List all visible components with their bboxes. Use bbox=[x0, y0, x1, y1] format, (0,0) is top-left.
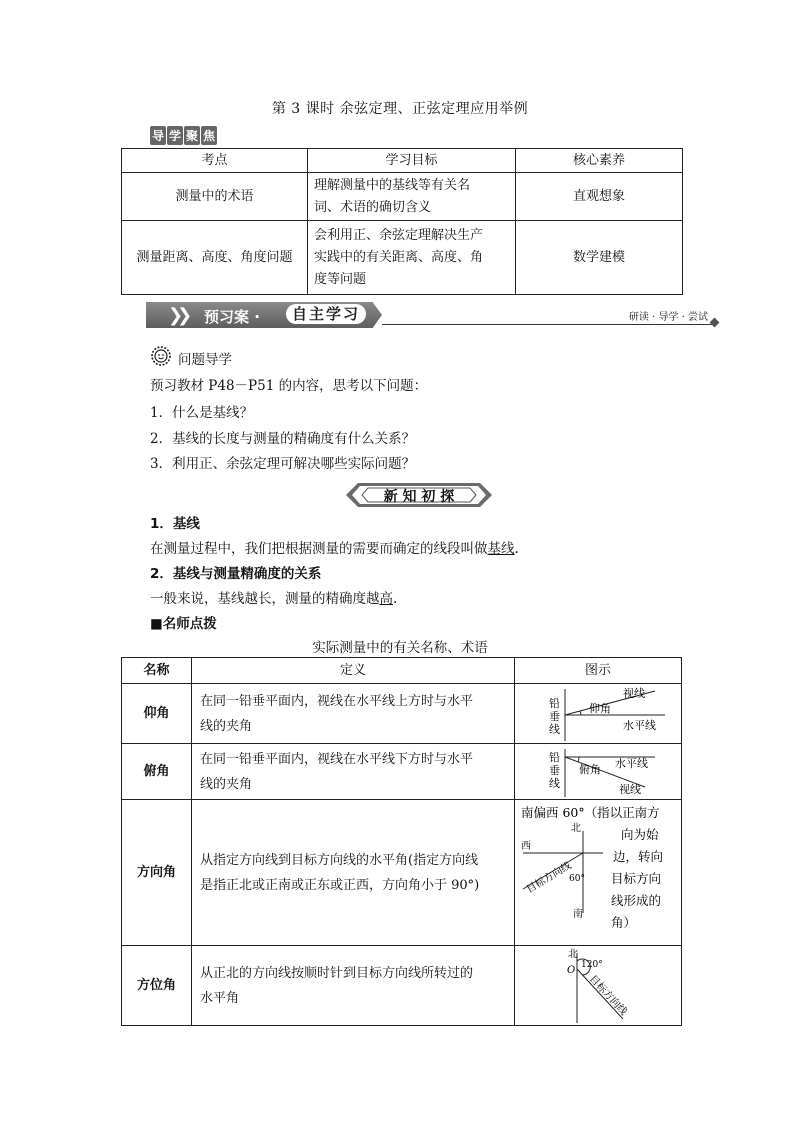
diamond-icon bbox=[710, 318, 720, 328]
goal-cell bbox=[308, 221, 516, 295]
diagram-label: 水平线 bbox=[623, 718, 656, 732]
table-row bbox=[122, 800, 682, 946]
preview-heading: 问题导学 bbox=[178, 352, 232, 368]
goal-line: 词、术语的确切含义 bbox=[314, 199, 432, 215]
preview-ribbon bbox=[146, 300, 728, 330]
preview-intro: 预习教材 P48－P51 的内容，思考以下问题： bbox=[150, 378, 428, 394]
section-banner bbox=[150, 126, 217, 145]
definition-line: 在同一铅垂平面内，视线在水平线上方时与水平 bbox=[200, 693, 474, 709]
diagram-label: 仰角 bbox=[589, 701, 611, 715]
diagram-caption: 线形成的 bbox=[611, 892, 662, 908]
definition-line: 是指正北或正南或正东或正西，方向角小于 90°) bbox=[200, 877, 480, 893]
table-header: 核心素养 bbox=[516, 149, 683, 173]
table-row bbox=[122, 946, 682, 1026]
table-header: 名称 bbox=[122, 658, 192, 684]
diagram-label: 北 bbox=[571, 822, 581, 834]
diagram-cell bbox=[515, 800, 682, 946]
diagram-label: 垂 bbox=[549, 709, 560, 723]
question-item: 1．什么是基线？ bbox=[150, 405, 254, 421]
ribbon-pill: 自主学习 bbox=[286, 304, 366, 324]
knowledge-heading: 1．基线 bbox=[150, 516, 200, 532]
diagram-label: 西 bbox=[521, 840, 531, 852]
goal-line: 实践中的有关距离、高度、角 bbox=[314, 249, 484, 265]
diagram-label: 目标方向线 bbox=[586, 973, 629, 1018]
goal-line: 度等问题 bbox=[314, 271, 367, 287]
diagram-label: 线 bbox=[549, 776, 560, 790]
knowledge-heading: 2．基线与测量精确度的关系 bbox=[150, 566, 322, 582]
diagram-label: 视线 bbox=[623, 686, 645, 700]
ribbon-title: 预习案 · bbox=[204, 308, 260, 326]
table-header: 定义 bbox=[192, 658, 515, 684]
term-baseline: 基线 bbox=[487, 541, 515, 557]
term-definition bbox=[192, 946, 515, 1026]
ribbon-right-text: 研读 · 导学 · 尝试 bbox=[628, 312, 708, 323]
term-name: 仰角 bbox=[122, 684, 192, 744]
badge-label: 新 知 初 探 bbox=[383, 489, 455, 505]
direction-angle-diagram bbox=[515, 801, 680, 945]
goal-line: 理解测量中的基线等有关名 bbox=[314, 177, 471, 193]
page-title: 第 3 课时 余弦定理、正弦定理应用举例 bbox=[271, 101, 529, 117]
elevation-angle-diagram bbox=[515, 685, 680, 743]
diagram-caption: 目标方向 bbox=[611, 870, 662, 886]
diagram-cell bbox=[515, 946, 682, 1026]
definition-line: 从正北的方向线按顺时针到目标方向线所转过的 bbox=[200, 965, 474, 981]
table-row bbox=[122, 221, 683, 295]
ribbon-rule bbox=[382, 324, 716, 325]
table-header: 图示 bbox=[515, 658, 682, 684]
depression-angle-diagram bbox=[515, 745, 680, 799]
diagram-label: 北 bbox=[568, 948, 578, 960]
term-definition bbox=[192, 684, 515, 744]
teacher-tip: ■名师点拨 bbox=[150, 616, 217, 632]
topic-cell: 测量距离、高度、角度问题 bbox=[122, 221, 308, 295]
table-header: 考点 bbox=[122, 149, 308, 173]
term-name: 方位角 bbox=[122, 946, 192, 1026]
literacy-cell: 数学建模 bbox=[516, 221, 683, 295]
knowledge-paragraph: 在测量过程中，我们把根据测量的需要而确定的线段叫做基线. bbox=[150, 541, 519, 557]
diagram-label: 水平线 bbox=[615, 756, 648, 770]
diagram-caption: 边，转向 bbox=[613, 848, 664, 864]
goal-line: 会利用正、余弦定理解决生产 bbox=[314, 227, 484, 243]
diagram-label: 垂 bbox=[549, 763, 560, 777]
topic-cell: 测量中的术语 bbox=[122, 173, 308, 221]
question-item: 3．利用正、余弦定理可解决哪些实际问题？ bbox=[150, 456, 416, 472]
diagram-cell bbox=[515, 684, 682, 744]
banner-char: 导 bbox=[150, 126, 166, 145]
term-name: 方向角 bbox=[122, 800, 192, 946]
question-item: 2．基线的长度与测量的精确度有什么关系？ bbox=[150, 431, 416, 447]
table-caption: 实际测量中的有关名称、术语 bbox=[312, 640, 488, 656]
table-row bbox=[122, 684, 682, 744]
table-header: 学习目标 bbox=[308, 149, 516, 173]
diagram-label: 铅 bbox=[549, 696, 560, 710]
banner-char: 焦 bbox=[201, 126, 217, 145]
bearing-angle-diagram bbox=[515, 947, 680, 1025]
diagram-caption: 向为始 bbox=[621, 826, 659, 842]
literacy-cell: 直观想象 bbox=[516, 173, 683, 221]
term-high: 高 bbox=[379, 591, 393, 607]
diagram-label: 南 bbox=[573, 908, 583, 920]
term-definition bbox=[192, 744, 515, 800]
knowledge-paragraph: 一般来说，基线越长，测量的精确度越高. bbox=[150, 591, 398, 607]
sun-smiley-icon bbox=[150, 345, 172, 367]
table-row bbox=[122, 744, 682, 800]
term-definition bbox=[192, 800, 515, 946]
diagram-label: 60° bbox=[569, 873, 585, 884]
diagram-caption: 南偏西 60°（指以正南方 bbox=[521, 804, 660, 820]
diagram-label: O bbox=[567, 964, 576, 976]
definition-line: 线的夹角 bbox=[200, 718, 253, 734]
diagram-label: 铅 bbox=[549, 750, 560, 764]
definition-line: 水平角 bbox=[200, 990, 240, 1006]
diagram-label: 线 bbox=[549, 722, 560, 736]
definition-line: 从指定方向线到目标方向线的水平角(指定方向线 bbox=[200, 852, 479, 868]
goal-cell bbox=[308, 173, 516, 221]
table-row bbox=[122, 173, 683, 221]
new-knowledge-badge bbox=[346, 482, 492, 508]
chevron-icon: ❯❯ bbox=[168, 305, 187, 326]
diagram-cell bbox=[515, 744, 682, 800]
banner-char: 学 bbox=[167, 126, 183, 145]
terms-table bbox=[121, 657, 682, 1026]
objectives-table bbox=[121, 148, 683, 295]
diagram-caption: 角） bbox=[611, 914, 637, 930]
diagram-label: 俯角 bbox=[579, 762, 601, 776]
diagram-label: 视线 bbox=[619, 782, 641, 796]
diagram-label: 目标方向线 bbox=[524, 859, 574, 896]
definition-line: 在同一铅垂平面内，视线在水平线下方时与水平 bbox=[200, 751, 474, 767]
term-name: 俯角 bbox=[122, 744, 192, 800]
banner-char: 聚 bbox=[184, 126, 200, 145]
diagram-label: 120° bbox=[581, 959, 603, 970]
definition-line: 线的夹角 bbox=[200, 776, 253, 792]
